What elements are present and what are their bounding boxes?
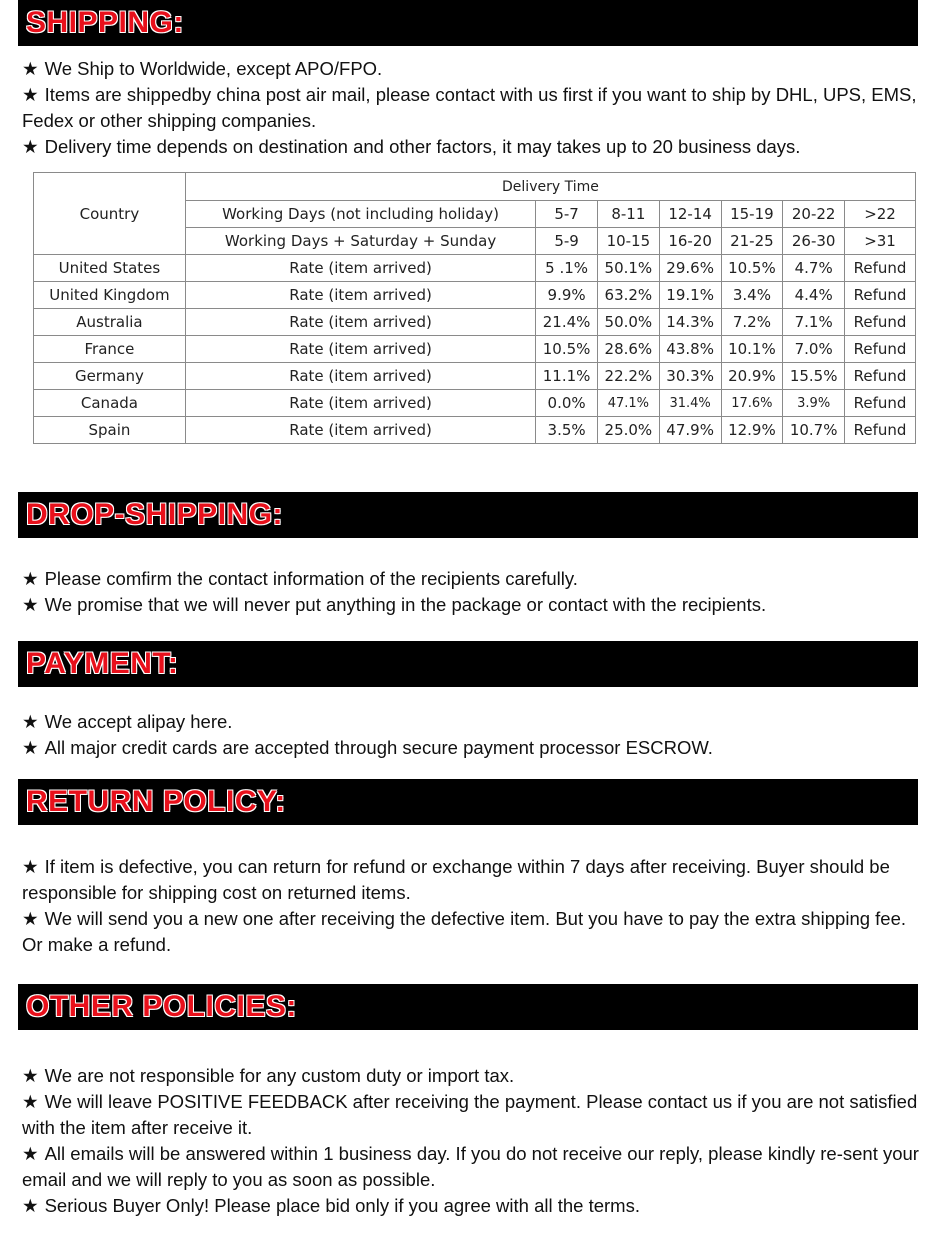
- weekend-label: Working Days + Saturday + Sunday: [185, 228, 535, 255]
- rate-cell: 30.3%: [659, 363, 721, 390]
- working-days-cell: 5-7: [536, 201, 598, 228]
- rate-cell: Refund: [845, 417, 916, 444]
- star-icon: ★: [22, 711, 39, 732]
- working-days-cell: 15-19: [721, 201, 783, 228]
- payment-header: [18, 641, 918, 687]
- shipping-line: ★ We Ship to Worldwide, except APO/FPO.: [22, 58, 383, 79]
- rate-cell: 3.4%: [721, 282, 783, 309]
- rate-cell: 4.7%: [783, 255, 845, 282]
- star-icon: ★: [22, 1091, 39, 1112]
- table-row: [34, 390, 916, 417]
- rate-cell: Refund: [845, 363, 916, 390]
- payment-line: ★ We accept alipay here.: [22, 711, 233, 732]
- rate-label-cell: Rate (item arrived): [185, 417, 535, 444]
- rate-label-cell: Rate (item arrived): [185, 255, 535, 282]
- country-cell: Spain: [34, 417, 186, 444]
- rate-cell: 3.5%: [536, 417, 598, 444]
- rate-cell: 31.4%: [659, 390, 721, 417]
- payment-line: ★ All major credit cards are accepted through secure payment processor ESCROW.: [22, 737, 713, 758]
- star-icon: ★: [22, 58, 39, 79]
- shipping-header: [18, 0, 918, 46]
- star-icon: ★: [22, 1195, 39, 1216]
- drop-shipping-title: DROP-SHIPPING:: [26, 498, 284, 531]
- star-icon: ★: [22, 594, 39, 615]
- rate-cell: 22.2%: [597, 363, 659, 390]
- rate-cell: 25.0%: [597, 417, 659, 444]
- rate-cell: 10.5%: [536, 336, 598, 363]
- rate-cell: 10.7%: [783, 417, 845, 444]
- weekend-cell: 21-25: [721, 228, 783, 255]
- rate-cell: 47.1%: [597, 390, 659, 417]
- rate-label-cell: Rate (item arrived): [185, 390, 535, 417]
- working-days-cell: 20-22: [783, 201, 845, 228]
- delivery-time-header: Delivery Time: [185, 173, 915, 201]
- rate-cell: 15.5%: [783, 363, 845, 390]
- star-icon: ★: [22, 568, 39, 589]
- table-row: [34, 363, 916, 390]
- other-policies-text: [22, 1063, 927, 1219]
- star-icon: ★: [22, 84, 39, 105]
- rate-cell: 4.4%: [783, 282, 845, 309]
- drop-shipping-line: ★ Please comfirm the contact information of the recipients carefully.: [22, 568, 578, 589]
- rate-cell: 7.0%: [783, 336, 845, 363]
- table-header-row: [34, 173, 916, 201]
- rate-cell: Refund: [845, 336, 916, 363]
- rate-cell: 7.1%: [783, 309, 845, 336]
- rate-label-cell: Rate (item arrived): [185, 309, 535, 336]
- rate-cell: Refund: [845, 282, 916, 309]
- rate-label-cell: Rate (item arrived): [185, 363, 535, 390]
- star-icon: ★: [22, 136, 39, 157]
- rate-cell: 12.9%: [721, 417, 783, 444]
- working-days-cell: >22: [845, 201, 916, 228]
- other-policies-line: ★ We are not responsible for any custom duty or import tax.: [22, 1065, 515, 1086]
- country-cell: Canada: [34, 390, 186, 417]
- rate-cell: 43.8%: [659, 336, 721, 363]
- weekend-cell: 10-15: [597, 228, 659, 255]
- working-days-cell: 8-11: [597, 201, 659, 228]
- return-policy-line: ★ We will send you a new one after receiving the defective item. But you have to pay the extra shipping fee. Or make a refund.: [22, 908, 907, 955]
- delivery-time-table: [33, 172, 916, 444]
- rate-cell: 50.0%: [597, 309, 659, 336]
- rate-cell: 47.9%: [659, 417, 721, 444]
- return-policy-line: ★ If item is defective, you can return for refund or exchange within 7 days after receiving. Buyer should be responsible for shipping cost on returned items.: [22, 856, 890, 903]
- weekend-cell: 26-30: [783, 228, 845, 255]
- other-policies-line: ★ All emails will be answered within 1 business day. If you do not receive our reply, please kindly re-sent your email and we will reply to you as soon as possible.: [22, 1143, 919, 1190]
- rate-cell: 0.0%: [536, 390, 598, 417]
- weekend-cell: 5-9: [536, 228, 598, 255]
- rate-cell: 14.3%: [659, 309, 721, 336]
- rate-cell: 29.6%: [659, 255, 721, 282]
- return-policy-text: [22, 854, 927, 958]
- rate-cell: Refund: [845, 255, 916, 282]
- star-icon: ★: [22, 1065, 39, 1086]
- working-days-label: Working Days (not including holiday): [185, 201, 535, 228]
- rate-cell: 50.1%: [597, 255, 659, 282]
- rate-cell: 28.6%: [597, 336, 659, 363]
- rate-cell: 9.9%: [536, 282, 598, 309]
- weekend-cell: 16-20: [659, 228, 721, 255]
- rate-cell: 11.1%: [536, 363, 598, 390]
- rate-cell: 7.2%: [721, 309, 783, 336]
- return-policy-title: RETURN POLICY:: [26, 785, 286, 818]
- other-policies-line: ★ We will leave POSITIVE FEEDBACK after receiving the payment. Please contact us if you are not satisfied with the item after receive it.: [22, 1091, 918, 1138]
- rate-cell: 63.2%: [597, 282, 659, 309]
- table-row: [34, 255, 916, 282]
- rate-label-cell: Rate (item arrived): [185, 282, 535, 309]
- rate-cell: 10.1%: [721, 336, 783, 363]
- rate-cell: Refund: [845, 309, 916, 336]
- country-cell: Germany: [34, 363, 186, 390]
- country-header: Country: [34, 173, 186, 255]
- table-row: [34, 336, 916, 363]
- drop-shipping-text: [22, 566, 927, 618]
- star-icon: ★: [22, 737, 39, 758]
- country-cell: United States: [34, 255, 186, 282]
- country-cell: France: [34, 336, 186, 363]
- other-policies-header: [18, 984, 918, 1030]
- drop-shipping-line: ★ We promise that we will never put anything in the package or contact with the recipients.: [22, 594, 767, 615]
- payment-title: PAYMENT:: [26, 647, 179, 680]
- shipping-title: SHIPPING:: [26, 6, 184, 39]
- shipping-text: [22, 56, 927, 160]
- drop-shipping-header: [18, 492, 918, 538]
- return-policy-header: [18, 779, 918, 825]
- payment-text: [22, 709, 927, 761]
- star-icon: ★: [22, 856, 39, 877]
- star-icon: ★: [22, 1143, 39, 1164]
- rate-cell: 3.9%: [783, 390, 845, 417]
- rate-cell: 20.9%: [721, 363, 783, 390]
- rate-cell: 21.4%: [536, 309, 598, 336]
- rate-label-cell: Rate (item arrived): [185, 336, 535, 363]
- shipping-line: ★ Items are shippedby china post air mail, please contact with us first if you want to ship by DHL, UPS, EMS, Fedex or other shipping companies.: [22, 84, 917, 131]
- rate-cell: 17.6%: [721, 390, 783, 417]
- rate-cell: 5 .1%: [536, 255, 598, 282]
- weekend-cell: >31: [845, 228, 916, 255]
- table-row: [34, 417, 916, 444]
- rate-cell: 19.1%: [659, 282, 721, 309]
- star-icon: ★: [22, 908, 39, 929]
- rate-cell: Refund: [845, 390, 916, 417]
- country-cell: United Kingdom: [34, 282, 186, 309]
- shipping-line: ★ Delivery time depends on destination and other factors, it may takes up to 20 business days.: [22, 136, 801, 157]
- country-cell: Australia: [34, 309, 186, 336]
- other-policies-title: OTHER POLICIES:: [26, 990, 297, 1023]
- rate-cell: 10.5%: [721, 255, 783, 282]
- table-row: [34, 309, 916, 336]
- working-days-cell: 12-14: [659, 201, 721, 228]
- other-policies-line: ★ Serious Buyer Only! Please place bid only if you agree with all the terms.: [22, 1195, 640, 1216]
- table-row: [34, 282, 916, 309]
